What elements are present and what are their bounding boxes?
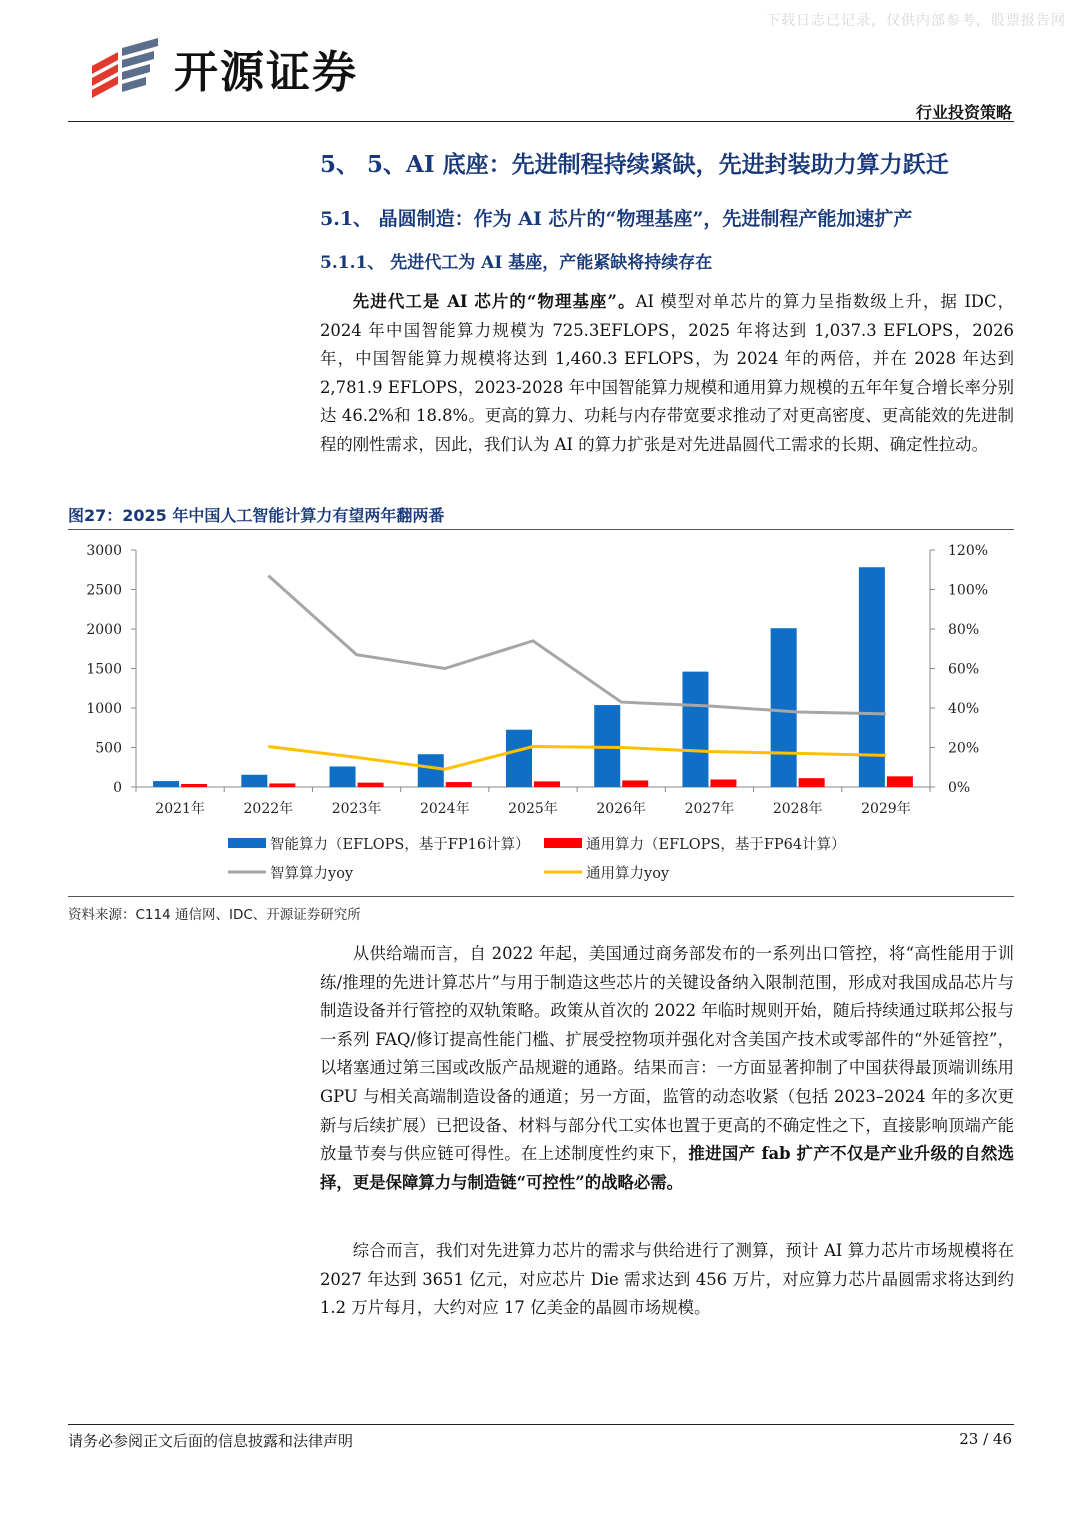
header-divider — [68, 121, 1014, 122]
bar-ai-compute — [241, 775, 267, 787]
paragraph-2-emphasis: 推进国产 fab 扩产不仅是产业升级的自然选择，更是保障算力与制造链“可控性”的战略必需。 — [320, 1144, 1015, 1192]
paragraph-2-body: 从供给端而言，自 2022 年起，美国通过商务部发布的一系列出口管控，将“高性能用于训练/推理的先进计算芯片”与用于制造这些芯片的关键设备纳入限制范围，形成对我国成品芯片与制造设备并行管控的双轨策略。政策从首次的 2022 年临时规则开始，随后持续通过联邦公报与一系列 FAQ/修订提高性能门槛、扩展受控物项并强化对含美国产技术或零部件的“外延管控”，以堵塞通过第三国或改版产品规避的通路。结果而言：一方面显著抑制了中国获得最顶端训练用 GPU 与相关高端制造设备的通道；另一方面，监管的动态收紧（包括 2023–2024 年的多次更新与后续扩展）已把设备、材料与部分代工实体也置于更高的不确定性之下，直接影响顶端产能放量节奏与供应链可得性。在上述制度性约束下， — [320, 944, 1014, 1164]
y-tick-label-right: 100% — [948, 582, 989, 599]
legend-swatch — [544, 838, 582, 848]
report-category: 行业投资策略 — [915, 103, 1012, 122]
bar-general-compute — [181, 784, 207, 787]
bar-ai-compute — [506, 730, 532, 787]
legend-swatch — [228, 838, 266, 848]
bar-general-compute — [534, 781, 560, 787]
paragraph-2 — [320, 940, 1014, 1197]
section-heading-1: 5、 5、AI 底座：先进制程持续紧缺，先进封装助力算力跃迁 — [320, 151, 949, 178]
y-tick-label-left: 1000 — [86, 701, 122, 717]
paragraph-1-body: AI 模型对单芯片的算力呈指数级上升，据 IDC，2024 年中国智能算力规模为 725.3EFLOPS，2025 年将达到 1,037.3 EFLOPS，2026 年，中国智能算力规模将达到 1,460.3 EFLOPS，为 2024 年的两倍，并在 2028 年达到 2,781.9 EFLOPS，2023-2028 年中国智能算力规模和通用算力规模的五年年复合增长率分别达 46.2%和 18.8%。更高的算力、功耗与内存带宽要求推动了对更高密度、更高能效的先进制程的刚性需求，因此，我们认为 AI 的算力扩张是对先进晶圆代工需求的长期、确定性拉动。 — [320, 292, 1015, 454]
y-tick-label-right: 0% — [948, 780, 971, 796]
x-tick-label: 2029年 — [861, 801, 911, 817]
bar-general-compute — [622, 780, 648, 787]
bar-ai-compute — [682, 672, 708, 787]
legend-label: 智能算力（EFLOPS，基于FP16计算） — [270, 837, 530, 853]
bar-ai-compute — [330, 766, 356, 787]
y-tick-label-left: 0 — [113, 780, 122, 796]
x-tick-label: 2028年 — [772, 801, 823, 817]
x-tick-label: 2021年 — [155, 801, 205, 817]
paragraph-3 — [320, 1237, 1014, 1323]
y-tick-label-right: 20% — [948, 740, 980, 757]
figure-bottom-rule — [68, 896, 1014, 897]
figure-title: 图27：2025 年中国人工智能计算力有望两年翻两番 — [68, 506, 445, 525]
logo-mark-icon — [88, 38, 162, 98]
bar-general-compute — [446, 782, 472, 787]
figure-top-rule — [68, 529, 1014, 530]
bar-ai-compute — [153, 781, 179, 787]
page-number: 23 / 46 — [959, 1430, 1012, 1448]
legend-label: 通用算力yoy — [586, 866, 670, 882]
legend-label: 智算算力yoy — [270, 866, 354, 882]
bar-general-compute — [887, 776, 913, 787]
y-tick-label-left: 2000 — [86, 622, 122, 638]
logo-text: 开源证券 — [174, 47, 358, 98]
bar-general-compute — [799, 778, 825, 787]
compute-power-chart — [68, 532, 1014, 894]
y-tick-label-left: 2500 — [86, 582, 122, 599]
y-tick-label-left: 3000 — [86, 543, 122, 559]
bar-ai-compute — [771, 628, 797, 787]
y-tick-label-left: 1500 — [86, 661, 122, 678]
paragraph-3-body: 综合而言，我们对先进算力芯片的需求与供给进行了测算，预计 AI 算力芯片市场规模将在 2027 年达到 3651 亿元，对应芯片 Die 需求达到 456 万片，对应算力芯片晶圆需求将达到约 1.2 万片每月，大约对应 17 亿美金的晶圆市场规模。 — [320, 1241, 1014, 1318]
y-tick-label-right: 120% — [948, 543, 989, 559]
x-tick-label: 2026年 — [596, 801, 647, 817]
x-tick-label: 2022年 — [243, 801, 294, 817]
paragraph-1-lead: 先进代工是 AI 芯片的“物理基座”。 — [352, 292, 636, 311]
paragraph-1 — [320, 288, 1014, 460]
section-heading-2: 5.1、 晶圆制造：作为 AI 芯片的“物理基座”，先进制程产能加速扩产 — [320, 208, 913, 230]
section-heading-3: 5.1.1、 先进代工为 AI 基座，产能紧缺将持续存在 — [320, 253, 713, 273]
bar-general-compute — [358, 783, 384, 787]
y-tick-label-left: 500 — [95, 740, 122, 757]
footer-disclaimer: 请务必参阅正文后面的信息披露和法律声明 — [68, 1432, 354, 1450]
bar-general-compute — [269, 783, 295, 787]
company-logo — [88, 36, 358, 100]
x-tick-label: 2023年 — [331, 801, 382, 817]
bar-ai-compute — [418, 754, 444, 787]
x-tick-label: 2024年 — [419, 801, 470, 817]
y-tick-label-right: 80% — [948, 622, 980, 638]
bar-general-compute — [710, 779, 736, 787]
y-tick-label-right: 60% — [948, 661, 980, 678]
legend-label: 通用算力（EFLOPS，基于FP64计算） — [586, 837, 846, 853]
figure-source: 资料来源：C114 通信网、IDC、开源证券研究所 — [68, 907, 361, 923]
x-tick-label: 2025年 — [508, 801, 558, 817]
watermark: 下载日志已记录，仅供内部参考，股票报告网 — [766, 13, 1066, 29]
y-tick-label-right: 40% — [948, 701, 980, 717]
footer-divider — [68, 1424, 1014, 1425]
x-tick-label: 2027年 — [684, 801, 735, 817]
